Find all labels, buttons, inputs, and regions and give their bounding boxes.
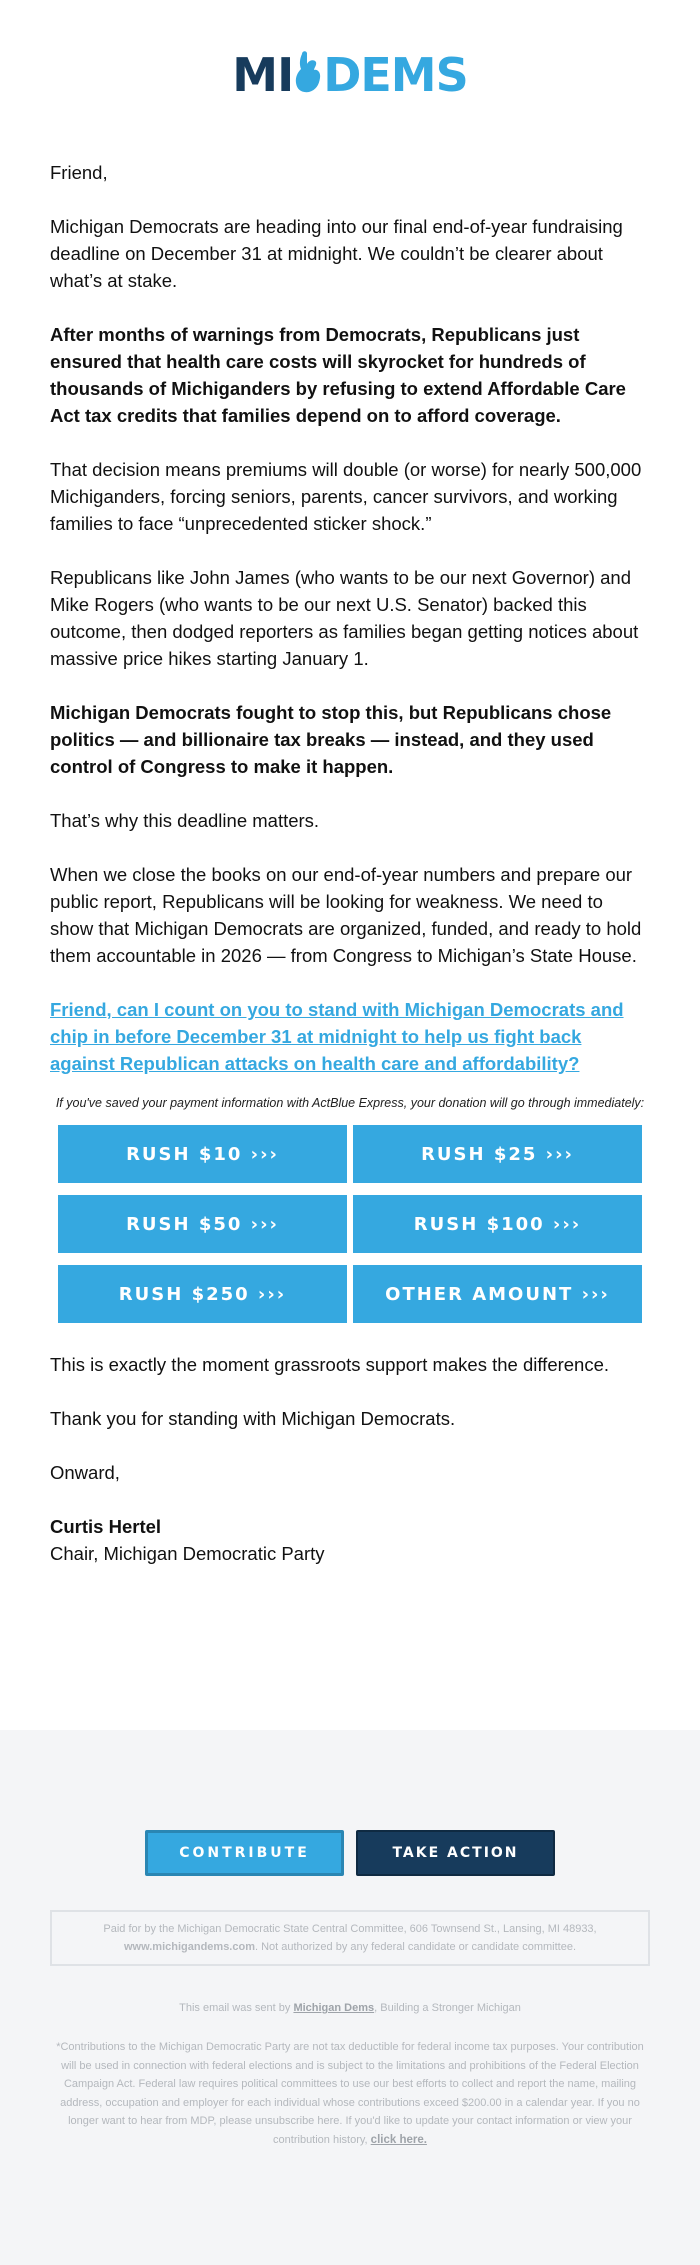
donation-button-grid <box>50 1125 650 1323</box>
rush-50-button[interactable]: RUSH $50 ››› <box>58 1195 347 1253</box>
email-body <box>0 159 700 1567</box>
sent-by-suffix: , Building a Stronger Michigan <box>374 2002 521 2014</box>
michigan-mitten-icon <box>294 50 322 101</box>
actblue-express-note: If you've saved your payment information with ActBlue Express, your donation will go through immediately: <box>55 1096 645 1110</box>
footer-buttons <box>0 1830 700 1876</box>
body-paragraph-1: Michigan Democrats are heading into our final end-of-year fundraising deadline on December 31 at midnight. We couldn’t be clearer about what’s at stake. <box>50 216 623 291</box>
logo-mi-text: MI <box>232 48 294 102</box>
header <box>0 0 700 150</box>
other-amount-button[interactable]: OTHER AMOUNT ››› <box>353 1265 642 1323</box>
website-link[interactable]: www.michigandems.com <box>123 1941 255 1953</box>
rush-25-button[interactable]: RUSH $25 ››› <box>353 1125 642 1183</box>
body-paragraph-6: That’s why this deadline matters. <box>50 810 320 831</box>
body-paragraph-4: Republicans like John James (who wants to be our next Governor) and Mike Rogers (who wants to be our next U.S. Senator) backed this outcome, then dodged reporters as families began getting notices about massive price hikes starting January 1. <box>50 567 639 669</box>
paid-for-tail: . Not authorized by any federal candidate or candidate committee. <box>254 1941 577 1953</box>
body-paragraph-3: That decision means premiums will double (or worse) for nearly 500,000 Michiganders, forcing seniors, parents, cancer survivors, and working families to face “unprecedented sticker shock.” <box>50 459 642 534</box>
greeting: Friend, <box>50 162 108 183</box>
paid-for-disclaimer <box>50 1910 650 1966</box>
footer <box>0 1730 700 2265</box>
click-here-link[interactable]: click here. <box>370 2133 427 2146</box>
paid-for-text: Paid for by the Michigan Democratic State Central Committee, 606 Townsend St., Lansing, MI 48933, <box>103 1923 597 1935</box>
rush-10-button[interactable]: RUSH $10 ››› <box>58 1125 347 1183</box>
donation-ask-link[interactable]: Friend, can I count on you to stand with Michigan Democrats and chip in before December 31 at midnight to help us fight back against Republican attacks on health care and affordability? <box>50 999 624 1074</box>
closing-paragraph-2: Thank you for standing with Michigan Democrats. <box>50 1408 456 1429</box>
rush-100-button[interactable]: RUSH $100 ››› <box>353 1195 642 1253</box>
signoff: Onward, <box>50 1462 120 1483</box>
midems-logo[interactable] <box>232 50 467 101</box>
body-paragraph-5: Michigan Democrats fought to stop this, but Republicans chose politics — and billionaire tax breaks — instead, and they used control of Congress to make it happen. <box>50 702 612 777</box>
body-paragraph-2: After months of warnings from Democrats, Republicans just ensured that health care costs will skyrocket for hundreds of thousands of Michiganders by refusing to extend Affordable Care Act tax credits that families depend on to afford coverage. <box>50 324 626 426</box>
sent-by-prefix: This email was sent by <box>179 2002 294 2014</box>
signer-name: Curtis Hertel <box>50 1516 162 1537</box>
contribution-disclaimer <box>55 2038 645 2149</box>
sent-by-line <box>0 2002 700 2014</box>
closing-paragraph-1: This is exactly the moment grassroots support makes the difference. <box>50 1354 610 1375</box>
body-paragraph-7: When we close the books on our end-of-year numbers and prepare our public report, Republicans will be looking for weakness. We need to show that Michigan Democrats are organized, funded, and ready to hold them accountable in 2026 — from Congress to Michigan’s State House. <box>50 864 642 966</box>
disclaimer-text: *Contributions to the Michigan Democratic Party are not tax deductible for federal income tax purposes. Your contribution will be used in connection with federal elections and is subject to the limitations and prohibitions of the Federal Election Campaign Act. Federal law requires political committees to use our best efforts to collect and report the name, mailing address, occupation and employer for each individual whose contributions exceed $200.00 in a calendar year. If you no longer want to hear from MDP, please unsubscribe here. If you'd like to update your contact information or view your contribution history, <box>56 2041 644 2146</box>
signer-title: Chair, Michigan Democratic Party <box>50 1543 325 1564</box>
michigan-dems-link[interactable]: Michigan Dems <box>293 2002 375 2014</box>
rush-250-button[interactable]: RUSH $250 ››› <box>58 1265 347 1323</box>
contribute-button[interactable]: CONTRIBUTE <box>145 1830 344 1876</box>
logo-dems-text: DEMS <box>323 48 468 102</box>
take-action-button[interactable]: TAKE ACTION <box>356 1830 555 1876</box>
